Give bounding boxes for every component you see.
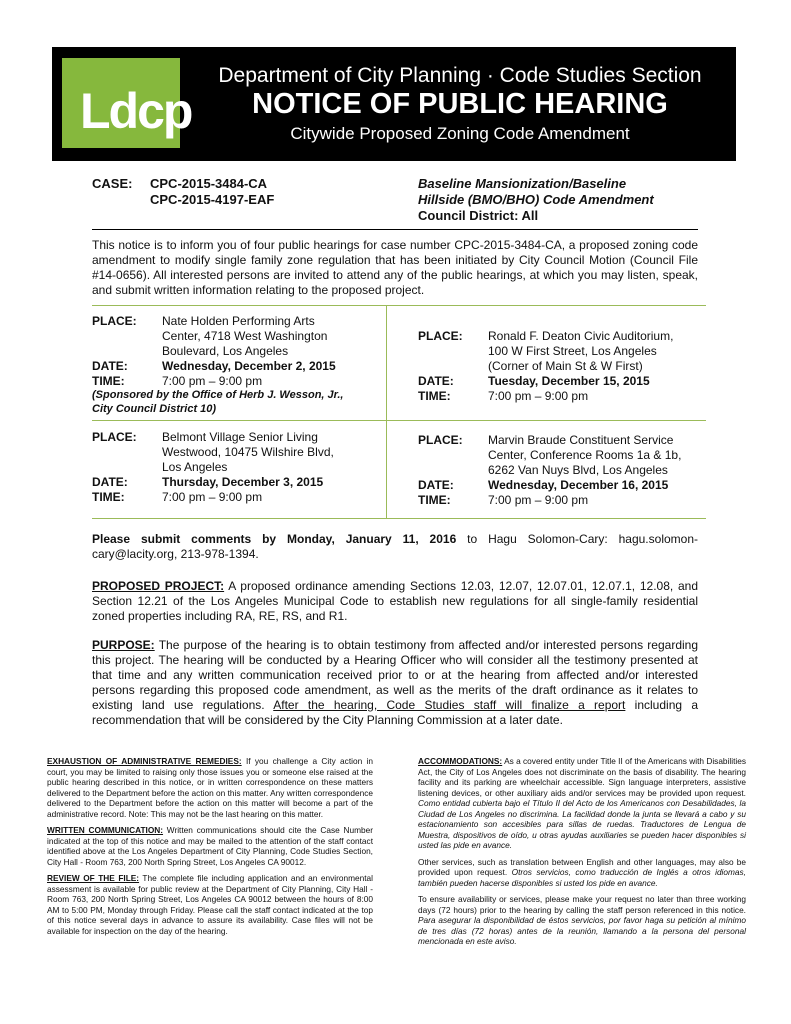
place-label: PLACE: (92, 430, 137, 444)
purpose-label: PURPOSE: (92, 638, 155, 652)
hearing-time: 7:00 pm – 9:00 pm (162, 490, 263, 504)
fine-print-left (47, 756, 373, 942)
proposed-project-text: A proposed ordinance amending Sections 12.03, 12.07, 12.07.01, 12.07.1, 12.08, and Section 12.21 of the Los Angeles Municipal Code to establish new regulations for all single-family residential zoned properties including RA, RE, RS, and R1. (92, 579, 698, 623)
time-label: TIME: (418, 389, 451, 403)
sponsor-note (92, 388, 382, 416)
place-label: PLACE: (92, 314, 137, 328)
place-line: 6262 Van Nuys Blvd, Los Angeles (488, 463, 668, 477)
grid-rule-bottom (92, 518, 706, 519)
time-label: TIME: (418, 493, 451, 507)
other-services-text: Other services, such as translation between English and other languages, may also be provided upon request. (418, 856, 746, 877)
exhaustion-text: If you challenge a City action in court, you may be limited to raising only those issues you or someone else raised at the public hearing described in this notice, or in written correspondence on these matters delivered to the Department before the action on this matter. Any written correspondence delivered to the Department before the action on this matter will become a part of the administrative record. Note: This may not be the last hearing on this matter. (47, 756, 373, 819)
comments-contact: to Hagu Solomon-Cary: hagu.solomon-cary@lacity.org, 213-978-1394. (92, 532, 698, 561)
review-file-text: The complete file including application and an environmental assessment is available for public review at the Department of City Planning, City Hall - Room 763, 200 North Spring Street, Los Angeles CA 90012 between the hours of 8:00 AM to 5:00 PM, Monday through Friday. Please call the staff contact indicated at the top of this notice several days in advance to assure its availability. Case files will not be available for inspection on the day of the hearing. (47, 873, 374, 936)
other-services-spanish: Otros servicios, como traducción de Inglés a otros idiomas, también pueden hacerse disponibles si usted los pide en avance. (418, 867, 746, 888)
place-line: Boulevard, Los Angeles (162, 344, 289, 358)
place-line: Center, Conference Rooms 1a & 1b, (488, 448, 682, 462)
review-file-notice (47, 873, 373, 936)
place-line: 100 W First Street, Los Angeles (488, 344, 657, 358)
accommodations-text: As a covered entity under Title II of the Americans with Disabilities Act, the City of Los Angeles does not discriminate on the basis of disability. The hearing facility and its parking are wheelchair accessible. Sign language interpreters, assistive listening devices, or other auxiliary aids and/or services may be provided upon request. (418, 756, 746, 798)
availability-text: To ensure availability or services, please make your request no later than three working days (72 hours) prior to the hearing by calling the staff person referenced in this notice. (418, 894, 746, 915)
comments-paragraph (92, 532, 698, 562)
hearing-date: Thursday, December 3, 2015 (162, 475, 324, 489)
sponsor-line-2: City Council District 10) (92, 403, 217, 415)
place-label: PLACE: (418, 433, 463, 447)
hearing-time: 7:00 pm – 9:00 pm (488, 493, 589, 507)
notice-subtitle: Citywide Proposed Zoning Code Amendment (290, 124, 630, 143)
intro-paragraph: This notice is to inform you of four public hearings for case number CPC-2015-3484-CA, a proposed zoning code amendment to modify single family zone regulation that has been initiated by City Council Motion (Council File #14-0656). All interested persons are invited to attend any of the public hearings, at which you may listen, speak, and submit written information relating to the proposed project. (92, 238, 698, 297)
hearing-4 (418, 433, 708, 508)
review-file-label: REVIEW OF THE FILE: (47, 873, 140, 883)
hearing-2 (418, 329, 708, 404)
availability-spanish: Para asegurar la disponibilidad de éstos servicios, por favor haga su petición al mínimo de tres días (72 horas) antes de la reunión, llamando a la persona del personal mencionada en este aviso. (418, 915, 746, 946)
divider (92, 229, 698, 230)
exhaustion-label: EXHAUSTION OF ADMINISTRATIVE REMEDIES: (47, 756, 242, 766)
purpose-paragraph (92, 638, 698, 728)
date-label: DATE: (418, 478, 454, 492)
council-district: Council District: All (418, 208, 539, 223)
purpose-underlined: After the hearing, Code Studies staff will finalize a report (273, 698, 626, 712)
place-label: PLACE: (418, 329, 463, 343)
written-communication-notice (47, 825, 373, 867)
place-line: Los Angeles (162, 460, 228, 474)
grid-rule-vertical (386, 305, 387, 518)
place-line: Center, 4718 West Washington (162, 329, 328, 343)
place-line: Belmont Village Senior Living (162, 430, 318, 444)
sponsor-line-1: (Sponsored by the Office of Herb J. Wesson, Jr., (92, 389, 344, 401)
place-line: Westwood, 10475 Wilshire Blvd, (162, 445, 334, 459)
hearing-time: 7:00 pm – 9:00 pm (488, 389, 589, 403)
hearing-time: 7:00 pm – 9:00 pm (162, 374, 263, 388)
case-title (418, 176, 718, 208)
accommodations-label: ACCOMMODATIONS: (418, 756, 503, 766)
case-title-line-2: Hillside (BMO/BHO) Code Amendment (418, 192, 654, 207)
comments-deadline: Please submit comments by Monday, January 11, 2016 (92, 532, 457, 546)
accommodations-spanish: Como entidad cubierta bajo el Título II del Acto de los Americanos con Desabilidades, la Ciudad de Los Angeles no discrimina. La facilidad donde la junta se llevará a cabo y su estacionamiento son accesibles para sillas de ruedas. Traductores de Lengua de Muestra, dispositivos de oído, u otras ayudas auxiliaries se pueden hacer disponibles si usted las pide en avance. (418, 798, 746, 850)
hearing-3 (92, 430, 382, 505)
place-line: Marvin Braude Constituent Service (488, 433, 674, 447)
proposed-project-label: PROPOSED PROJECT: (92, 579, 225, 593)
notice-title: NOTICE OF PUBLIC HEARING (252, 88, 668, 120)
place-line: Ronald F. Deaton Civic Auditorium, (488, 329, 674, 343)
hearing-date: Wednesday, December 16, 2015 (488, 478, 669, 492)
time-label: TIME: (92, 374, 125, 388)
fine-print-right (418, 756, 746, 953)
proposed-project-paragraph (92, 579, 698, 624)
purpose-tail: including a recommendation that will be considered by the City Planning Commission at a later date. (92, 698, 698, 727)
ladcp-logo (62, 58, 192, 148)
purpose-text: The purpose of the hearing is to obtain testimony from affected and/or interested persons regarding this project. The hearing will be conducted by a Hearing Officer who will consider all the testimony presented at that time and any written communication received prior to or at the hearing from affected and/or interested persons regarding this proposed code amendment, as well as the merits of the draft ordinance as it relates to existing land use regulations. (92, 638, 698, 712)
accommodations-notice (418, 756, 746, 851)
case-label: CASE: (92, 176, 133, 191)
case-number-2: CPC-2015-4197-EAF (150, 192, 275, 207)
department-name: Department of City Planning · Code Studies Section (218, 64, 702, 87)
availability-notice (418, 894, 746, 947)
date-label: DATE: (418, 374, 454, 388)
exhaustion-notice (47, 756, 373, 819)
written-communication-label: WRITTEN COMMUNICATION: (47, 825, 164, 835)
grid-rule-middle (92, 420, 706, 421)
hearing-date: Tuesday, December 15, 2015 (488, 374, 650, 388)
date-label: DATE: (92, 475, 128, 489)
hearing-date: Wednesday, December 2, 2015 (162, 359, 336, 373)
date-label: DATE: (92, 359, 128, 373)
written-communication-text: Written communications should cite the Case Number indicated at the top of this notice and may be mailed to the attention of the staff contact identified above at the Los Angeles Department of City Planning, Code Studies Section, City Hall - Room 763, 200 North Spring Street, Los Angeles CA 90012. (47, 825, 373, 867)
time-label: TIME: (92, 490, 125, 504)
case-title-line-1: Baseline Mansionization/Baseline (418, 176, 627, 191)
grid-rule-top (92, 305, 706, 306)
place-line: (Corner of Main St & W First) (488, 359, 643, 373)
hearing-1 (92, 314, 382, 389)
place-line: Nate Holden Performing Arts (162, 314, 315, 328)
case-number-1: CPC-2015-3484-CA (150, 176, 268, 191)
logo-text: Ldcp (80, 83, 192, 139)
other-services-notice (418, 857, 746, 889)
